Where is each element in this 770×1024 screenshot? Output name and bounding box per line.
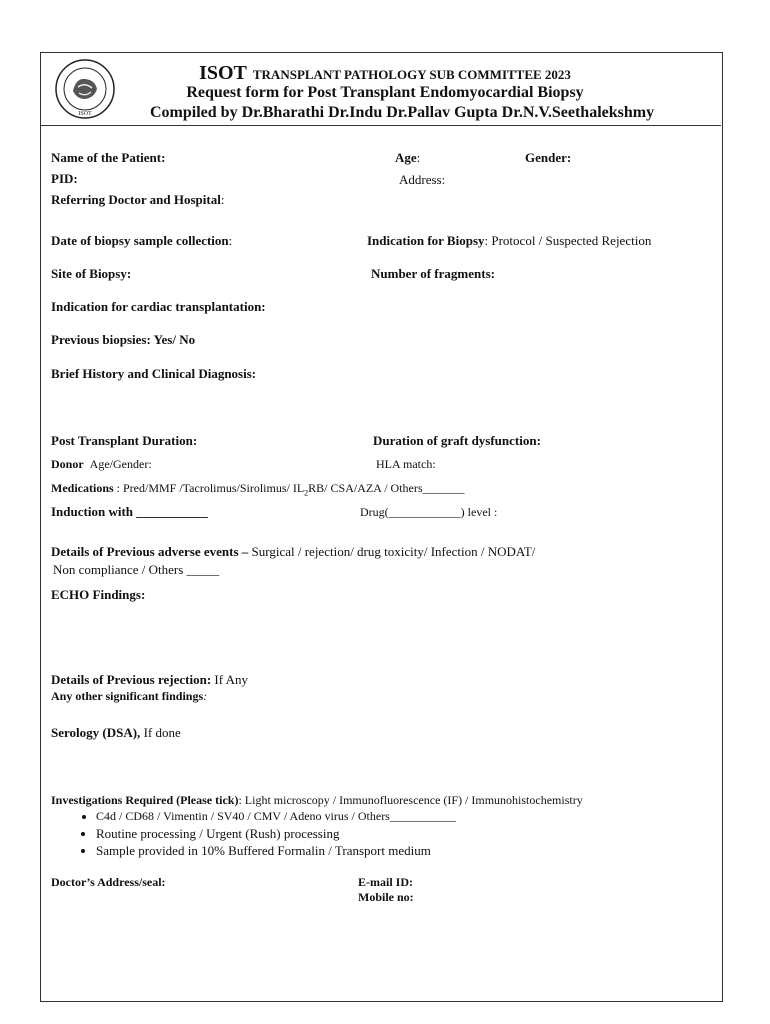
email-label: E-mail ID:	[358, 875, 413, 889]
echo-findings-label: ECHO Findings:	[51, 587, 146, 602]
site-of-biopsy-label: Site of Biopsy:	[51, 266, 132, 281]
post-transplant-duration-label: Post Transplant Duration:	[51, 433, 198, 448]
address-label: Address:	[399, 172, 446, 187]
investigations-list	[62, 808, 456, 859]
age-label: Age:	[395, 150, 421, 165]
previous-rejection-line: Details of Previous rejection: If Any	[51, 672, 249, 687]
form-title: Request form for Post Transplant Endomyocardial Biopsy	[186, 84, 584, 101]
number-of-fragments-label: Number of fragments:	[371, 266, 495, 281]
org-name: ISOT	[199, 62, 247, 84]
svg-text:ISOT: ISOT	[78, 111, 92, 117]
list-item: • Routine processing / Urgent (Rush) processing	[96, 825, 456, 842]
medications-line: Medications : Pred/MMF /Tacrolimus/Sirolimus/ $IL_2RB/$ CSA/AZA / Others_______	[51, 481, 465, 498]
previous-biopsies-label: Previous biopsies: Yes/ No	[51, 332, 196, 347]
brief-history-label: Brief History and Clinical Diagnosis:	[51, 366, 257, 381]
graft-dysfunction-label: Duration of graft dysfunction:	[373, 433, 541, 448]
gender-label: Gender:	[525, 150, 572, 165]
adverse-events-line: Details of Previous adverse events – Surgical / rejection/ drug toxicity/ Infection / NODAT/	[51, 544, 536, 559]
donor-label: Donor Age/Gender:	[51, 457, 152, 471]
header-line-1	[0, 62, 770, 85]
induction-label: Induction with ___________	[51, 504, 208, 519]
doctor-address-label: Doctor’s Address/seal:	[51, 875, 166, 889]
adverse-events-line-2: Non compliance / Others _____	[53, 562, 220, 577]
indication-cardiac-label: Indication for cardiac transplantation:	[51, 299, 266, 314]
hla-match-label: HLA match:	[376, 457, 436, 471]
indication-biopsy: Indication for Biopsy: Protocol / Suspected Rejection	[367, 233, 652, 248]
referring-doctor-label: Referring Doctor and Hospital:	[51, 192, 225, 207]
mobile-label: Mobile no:	[358, 890, 414, 904]
biopsy-date-label: Date of biopsy sample collection:	[51, 233, 233, 248]
committee-name: TRANSPLANT PATHOLOGY SUB COMMITTEE 2023	[252, 67, 571, 82]
drug-level-label: Drug(____________) level :	[360, 505, 498, 519]
compiled-by: Compiled by Dr.Bharathi Dr.Indu Dr.Pallav Gupta Dr.N.V.Seethalekshmy	[150, 104, 655, 121]
list-item: • C4d / CD68 / Vimentin / SV40 / CMV / Adeno virus / Others___________	[96, 808, 456, 825]
patient-name-label: Name of the Patient:	[51, 150, 166, 165]
list-item: • Sample provided in 10% Buffered Formalin / Transport medium	[96, 842, 456, 859]
pid-label: PID:	[51, 171, 78, 186]
investigations-line: Investigations Required (Please tick): Light microscopy / Immunofluorescence (IF) / Immunohistochemistry	[51, 793, 583, 807]
other-findings-label: Any other significant findings:	[51, 689, 208, 703]
serology-line: Serology (DSA), If done	[51, 725, 181, 740]
